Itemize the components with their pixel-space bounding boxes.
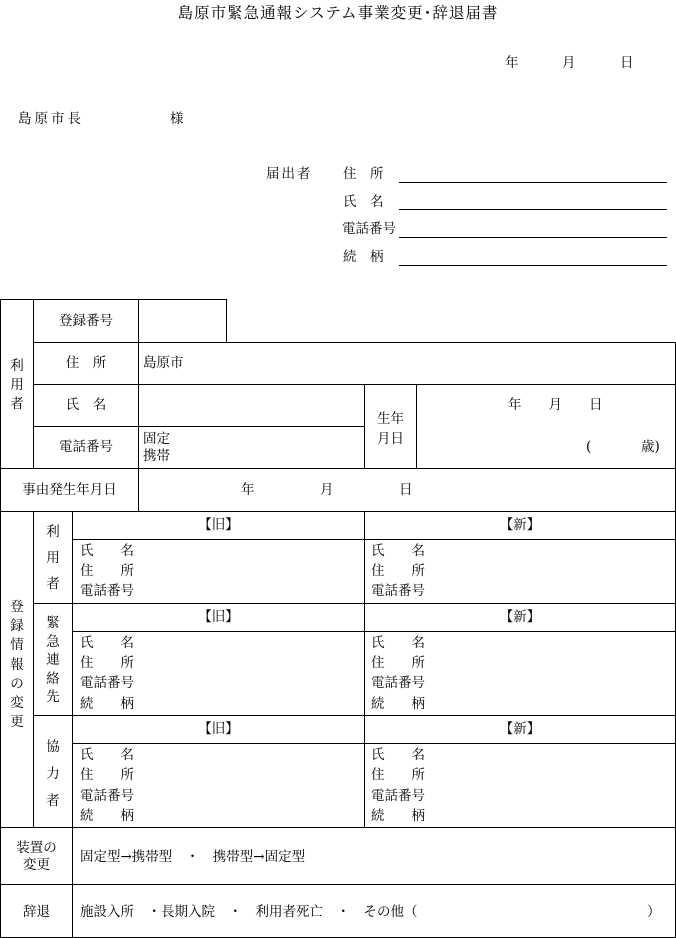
reg-no-field[interactable]	[140, 301, 225, 340]
change-group-helper-label: 協力者	[46, 739, 60, 809]
user-address-value[interactable]: 島原市	[143, 355, 184, 371]
user-name-label: 氏 名	[65, 397, 107, 413]
emergency-old-header: 【旧】	[198, 609, 239, 625]
user-new-address[interactable]: 住 所	[371, 563, 425, 579]
user-new-phone[interactable]: 電話番号	[371, 583, 425, 599]
user-old-name[interactable]: 氏 名	[80, 543, 134, 559]
age-open: (	[586, 439, 592, 455]
helper-old-name[interactable]: 氏 名	[80, 747, 134, 763]
emergency-new-header: 【新】	[499, 609, 541, 625]
user-new-header: 【新】	[499, 517, 541, 533]
withdraw-close-paren: ）	[647, 904, 661, 920]
emergency-old-address[interactable]: 住 所	[80, 655, 134, 671]
notifier-label: 届出者	[266, 166, 313, 182]
form-title: 島原市緊急通報システム事業変更･辞退届書	[177, 4, 499, 22]
helper-old-header: 【旧】	[198, 721, 239, 737]
emergency-new-relation[interactable]: 続 柄	[371, 696, 425, 712]
user-old-header: 【旧】	[198, 517, 239, 533]
user-address-label: 住 所	[65, 355, 107, 371]
emergency-new-address[interactable]: 住 所	[371, 655, 425, 671]
user-old-address[interactable]: 住 所	[80, 563, 134, 579]
user-new-name[interactable]: 氏 名	[371, 543, 425, 559]
user-phone-label: 電話番号	[59, 439, 113, 455]
notifier-address-label: 住 所	[343, 166, 384, 182]
event-month[interactable]: 月	[320, 482, 334, 498]
age-close: 歳)	[641, 439, 660, 455]
helper-old-phone[interactable]: 電話番号	[80, 788, 134, 804]
withdraw-options[interactable]: 施設入所 ・長期入院 ・ 利用者死亡 ・ その他（	[80, 904, 418, 920]
helper-new-phone[interactable]: 電話番号	[371, 788, 425, 804]
helper-new-header: 【新】	[499, 721, 541, 737]
emergency-old-name[interactable]: 氏 名	[80, 635, 134, 651]
date-day-label: 日	[620, 55, 634, 71]
addressee-name: 島原市長	[18, 111, 84, 127]
birth-date-field[interactable]: 年 月 日	[508, 397, 603, 413]
notifier-name-line[interactable]	[399, 209, 667, 210]
notifier-name-label: 氏 名	[343, 194, 384, 210]
user-old-phone[interactable]: 電話番号	[80, 583, 134, 599]
notifier-address-line[interactable]	[399, 182, 667, 183]
notifier-relation-label: 続 柄	[343, 249, 384, 265]
emergency-old-relation[interactable]: 続 柄	[80, 696, 134, 712]
date-month-label: 月	[562, 55, 576, 71]
device-label-2: 変更	[23, 857, 50, 873]
helper-old-relation[interactable]: 続 柄	[80, 808, 134, 824]
helper-old-address[interactable]: 住 所	[80, 767, 134, 783]
reg-no-label: 登録番号	[59, 313, 113, 329]
helper-new-relation[interactable]: 続 柄	[371, 808, 425, 824]
addressee-honorific: 様	[170, 111, 184, 127]
device-options[interactable]: 固定型→携帯型 ・ 携帯型→固定型	[80, 849, 306, 865]
user-phone-mobile[interactable]: 携帯	[143, 448, 170, 464]
user-section-label: 利用者	[10, 358, 24, 412]
emergency-new-name[interactable]: 氏 名	[371, 635, 425, 651]
change-section-label: 登録情報の変更	[10, 599, 24, 731]
emergency-old-phone[interactable]: 電話番号	[80, 675, 134, 691]
notifier-phone-label: 電話番号	[342, 221, 396, 237]
change-group-user-label: 利用者	[46, 524, 60, 592]
event-date-label: 事由発生年月日	[22, 482, 117, 498]
emergency-new-phone[interactable]: 電話番号	[371, 675, 425, 691]
user-name-field[interactable]	[140, 386, 362, 424]
device-label-1: 装置の	[16, 840, 57, 856]
user-phone-fixed[interactable]: 固定	[143, 431, 170, 447]
helper-new-address[interactable]: 住 所	[371, 767, 425, 783]
notifier-phone-line[interactable]	[399, 237, 667, 238]
event-year[interactable]: 年	[241, 482, 255, 498]
change-group-emergency-label: 緊急連絡先	[46, 615, 60, 705]
birth-label: 生年月日	[377, 411, 404, 447]
date-year-label: 年	[505, 55, 519, 71]
notifier-relation-line[interactable]	[399, 265, 667, 266]
event-day[interactable]: 日	[399, 482, 413, 498]
helper-new-name[interactable]: 氏 名	[371, 747, 425, 763]
withdraw-label: 辞退	[23, 904, 50, 920]
